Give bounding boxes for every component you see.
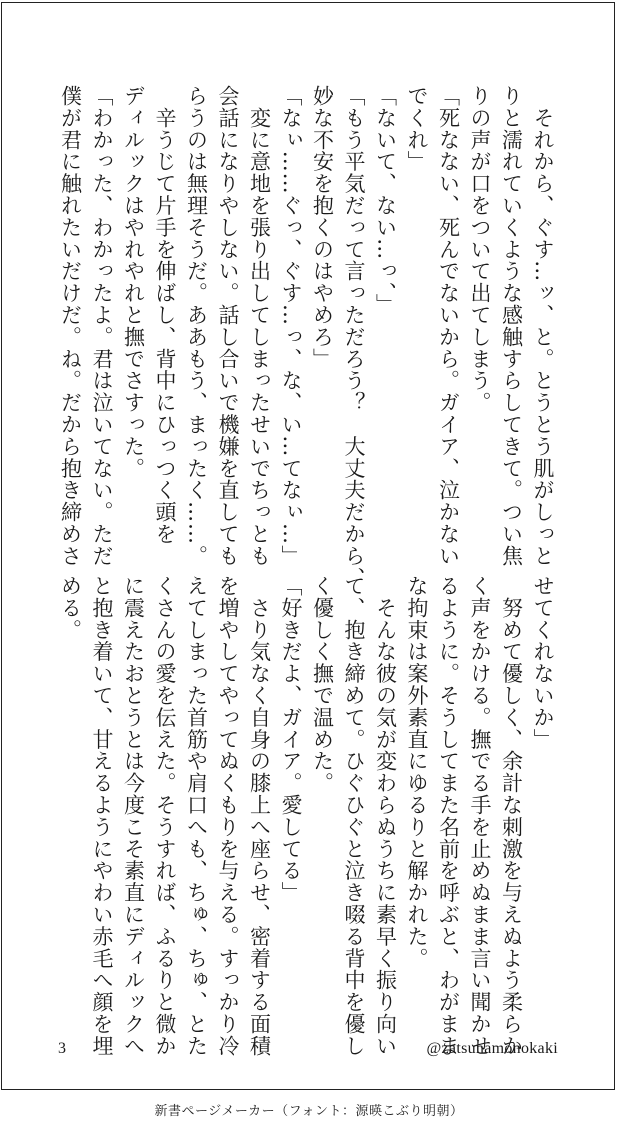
text-line: らうのは無理そうだ。ああもう、まったく……。 xyxy=(184,85,209,567)
upper-text-block xyxy=(54,85,558,589)
text-line: りの声が口をついて出てしまう。 xyxy=(468,85,492,414)
text-line: それから、ぐす…ッ、と。とうとう肌がしっと xyxy=(531,85,555,567)
text-line: せてくれないか」 xyxy=(531,575,555,751)
text-line: める。 xyxy=(58,575,83,641)
text-line: ディルックはやれやれと撫でさすった。 xyxy=(121,85,146,480)
text-line: 変に意地を張り出してしまったせいでちっとも xyxy=(247,85,272,567)
text-line: 「もう平気だって言っただろう？ 大丈夫だから、 xyxy=(342,85,366,589)
text-line: を増やしてやってぬくもりを与える。すっかり冷 xyxy=(216,575,240,1057)
generator-caption: 新書ページメーカー（フォント：源暎こぶり明朝） xyxy=(154,1104,464,1119)
page-number: 3 xyxy=(58,1040,67,1057)
text-line: く声をかける。撫でる手を止めぬまま言い聞かせ xyxy=(468,575,492,1057)
text-line: な拘束は案外素直にゆるりと解かれた。 xyxy=(405,575,429,970)
text-line: えてしまった首筋や肩口へも、ちゅ、ちゅ、とた xyxy=(184,575,209,1057)
text-line: 僕が君に触れたいだけだ。ね。だから抱き締めさ xyxy=(58,85,83,567)
book-page xyxy=(1,2,615,1090)
text-line: さり気なく自身の膝上へ座らせ、密着する面積 xyxy=(247,575,272,1057)
text-line: て、抱き締めて。ひぐひぐと泣き啜る背中を優し xyxy=(342,575,366,1057)
text-line: りと濡れていくような感触すらしてきて。つい焦 xyxy=(499,85,524,567)
text-line: 「わかった、わかったよ。君は泣いてない。ただ xyxy=(90,85,114,567)
text-line: るように。そうしてまた名前を呼ぶと、わがまま xyxy=(436,575,461,1057)
text-line: に震えたおとうとは今度こそ素直にディルックへ xyxy=(121,575,146,1057)
text-line: でくれ」 xyxy=(405,85,429,173)
text-line: 会話になりやしない。話し合いで機嫌を直しても xyxy=(216,85,240,567)
text-line: くさんの愛を伝えた。そうすれば、ふるりと微か xyxy=(153,575,177,1057)
text-line: 「なぃ……ぐっ、ぐす…っ、な、い…てなぃ…」 xyxy=(279,85,303,567)
text-line: 辛うじて片手を伸ばし、背中にひっつく頭を xyxy=(153,85,177,545)
text-line: 「ないて、ない…っ、」 xyxy=(373,85,398,316)
author-handle: @zatsunamonokaki xyxy=(426,1040,558,1057)
text-line: 妙な不安を抱くのはやめろ」 xyxy=(310,85,335,370)
text-line: 「死なない、死んでないから。ガイア、泣かない xyxy=(436,85,461,567)
text-line: く優しく撫で温めた。 xyxy=(310,575,335,794)
text-line: そんな彼の気が変わらぬうちに素早く振り向い xyxy=(373,575,398,1057)
text-line: 「好きだよ、ガイア。愛してる」 xyxy=(279,575,303,904)
text-line: 努めて優しく、余計な刺激を与えぬよう柔らか xyxy=(499,575,524,1057)
text-line: と抱き着いて、甘えるようにやわい赤毛へ顔を埋 xyxy=(90,575,114,1057)
